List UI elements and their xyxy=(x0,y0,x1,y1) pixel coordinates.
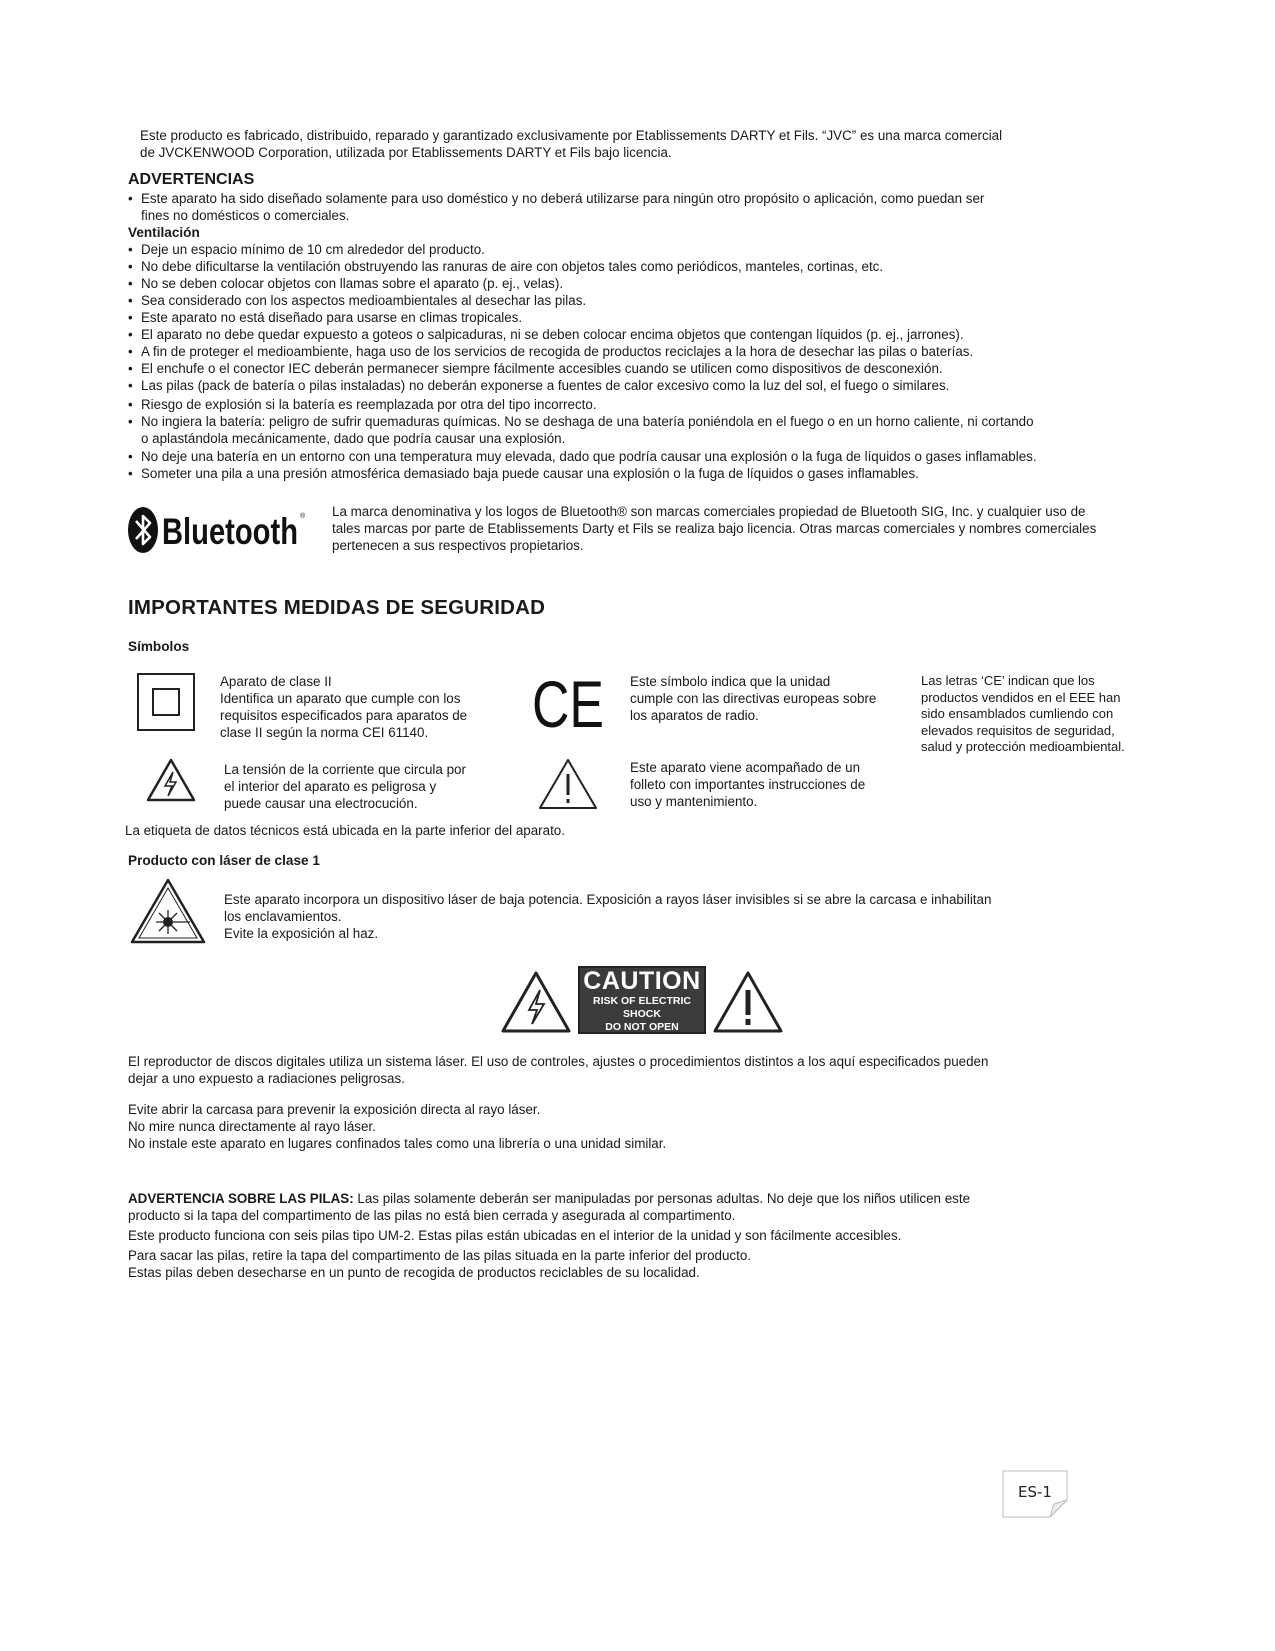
list-item: • Deje un espacio mínimo de 10 cm alrededor del producto. xyxy=(128,242,485,257)
simbolos-heading: Símbolos xyxy=(128,639,190,654)
caution-shock-triangle-icon xyxy=(500,970,572,1034)
bluetooth-logo xyxy=(127,504,312,556)
label-note: La etiqueta de datos técnicos está ubicada en la parte inferior del aparato. xyxy=(125,823,565,838)
list-item: • El enchufe o el conector IEC deberán permanecer siempre fácilmente accesibles cuando se utilicen como dispositivos de desconexión. xyxy=(128,361,943,376)
laser-description: Este aparato incorpora un dispositivo láser de baja potencia. Exposición a rayos láser invisibles si se abre la carcasa e inhabilitan los enclavamientos. Evite la exposición al haz. xyxy=(224,892,992,941)
laser-warning-icon xyxy=(128,876,208,946)
list-item: • No debe dificultarse la ventilación obstruyendo las ranuras de aire con objetos tales como periódicos, manteles, cortinas, etc. xyxy=(128,259,884,274)
list-item: • A fin de proteger el medioambiente, haga uso de los servicios de recogida de productos reciclajes a la hora de desechar las pilas o baterías. xyxy=(128,344,974,359)
list-item: • El aparato no debe quedar expuesto a goteos o salpicaduras, ni se deben colocar encima objetos que contengan líquidos (p. ej., jarrones). xyxy=(128,327,964,342)
list-item: • No se deben colocar objetos con llamas sobre el aparato (p. ej., velas). xyxy=(128,276,564,291)
svg-text:CE: CE xyxy=(532,674,604,734)
disc-player-paragraph: El reproductor de discos digitales utiliza un sistema láser. El uso de controles, ajustes o procedimientos distintos a los aquí especificados pueden dejar a uno expuesto a radiaciones peligrosas. xyxy=(128,1054,989,1086)
list-item: • Este aparato no está diseñado para usarse en climas tropicales. xyxy=(128,310,523,325)
bluetooth-trademark-text: La marca denominativa y los logos de Bluetooth® son marcas comerciales propiedad de Bluetooth SIG, Inc. y cualquier uso de tales marcas por parte de Etablissements Darty et Fils se realiza bajo licencia. Otras marcas comerciales y nombres comerciales pertenecen a sus respectivos propietarios. xyxy=(332,504,1097,553)
battery-removal-paragraph: Para sacar las pilas, retire la tapa del compartimento de las pilas situada en la parte inferior del producto. Estas pilas deben desecharse en un punto de recogida de productos reciclables de su localidad. xyxy=(128,1248,751,1280)
caution-exclamation-triangle-icon xyxy=(712,970,784,1034)
avoid-paragraph: Evite abrir la carcasa para prevenir la exposición directa al rayo láser. No mire nunca directamente al rayo láser. No instale este aparato en lugares confinados tales como una librería o una unidad similar. xyxy=(128,1102,667,1151)
list-item: • No deje una batería en un entorno con una temperatura muy elevada, dado que podría causar una explosión o la fuga de líquidos o gases inflamables. xyxy=(128,449,1037,464)
caution-exclamation-icon xyxy=(537,757,599,811)
battery-info-paragraph: Este producto funciona con seis pilas tipo UM-2. Estas pilas están ubicadas en el interior de la unidad y son fácilmente accesibles. xyxy=(128,1228,902,1243)
importantes-heading: IMPORTANTES MEDIDAS DE SEGURIDAD xyxy=(128,596,546,619)
class-ii-icon xyxy=(137,673,195,731)
caution-label: CAUTION RISK OF ELECTRIC SHOCK DO NOT OPEN xyxy=(578,966,706,1034)
class-ii-description: Aparato de clase II Identifica un aparato que cumple con los requisitos especificados para aparatos de clase II según la norma CEI 61140. xyxy=(220,674,468,740)
list-item: • Las pilas (pack de batería o pilas instaladas) no deberán exponerse a fuentes de calor excesivo como la luz del sol, el fuego o similares. xyxy=(128,378,950,393)
list-item: • No ingiera la batería: peligro de sufrir quemaduras químicas. No se deshaga de una batería poniéndola en el fuego o en un horno caliente, ni cortando o aplastándola mecánicamente, dado que podría causar una explosión. xyxy=(128,414,1034,446)
battery-warning-paragraph: ADVERTENCIA SOBRE LAS PILAS: Las pilas solamente deberán ser manipuladas por personas adultas. No deje que los niños utilicen este producto si la tapa del compartimento de las pilas no está bien cerrada y asegurada al compartimento. xyxy=(128,1191,971,1223)
laser-heading: Producto con láser de clase 1 xyxy=(128,853,320,868)
advertencias-heading: ADVERTENCIAS xyxy=(128,171,255,188)
intro-paragraph: Este producto es fabricado, distribuido, reparado y garantizado exclusivamente por Etablissements DARTY et Fils. “JVC” es una marca comercial de JVCKENWOOD Corporation, utilizada por Etablissements DARTY et Fils bajo licencia. xyxy=(140,128,1003,160)
ventilacion-heading: Ventilación xyxy=(128,225,200,240)
list-item: • Sea considerado con los aspectos medioambientales al desechar las pilas. xyxy=(128,293,587,308)
list-item: • Riesgo de explosión si la batería es reemplazada por otra del tipo incorrecto. xyxy=(128,397,597,412)
battery-warning-lead: ADVERTENCIA SOBRE LAS PILAS: xyxy=(128,1191,354,1206)
list-item: • Este aparato ha sido diseñado solamente para uso doméstico y no deberá utilizarse para ningún otro propósito o aplicación, como puedan ser fines no domésticos o comerciales. xyxy=(128,191,985,223)
ce-description: Este símbolo indica que la unidad cumple con las directivas europeas sobre los aparatos de radio. xyxy=(630,674,877,723)
ce-mark-icon xyxy=(530,674,606,734)
svg-text:®: ® xyxy=(300,513,306,520)
ce-letters-description: Las letras ‘CE’ indican que los productos vendidos en el EEE han sido ensamblados cumliendo con elevados requisitos de seguridad, salud y protección medioambiental. xyxy=(921,673,1125,754)
manual-description: Este aparato viene acompañado de un folleto con importantes instrucciones de uso y mantenimiento. xyxy=(630,760,866,809)
page-number: ES-1 xyxy=(1002,1470,1068,1518)
voltage-description: La tensión de la corriente que circula por el interior del aparato es peligrosa y puede causar una electrocución. xyxy=(224,762,466,811)
bluetooth-logo-word: Bluetooth xyxy=(162,511,298,552)
electric-shock-warning-icon xyxy=(145,757,197,803)
list-item: • Someter una pila a una presión atmosférica demasiado baja puede causar una explosión o la fuga de líquidos o gases inflamables. xyxy=(128,466,919,481)
